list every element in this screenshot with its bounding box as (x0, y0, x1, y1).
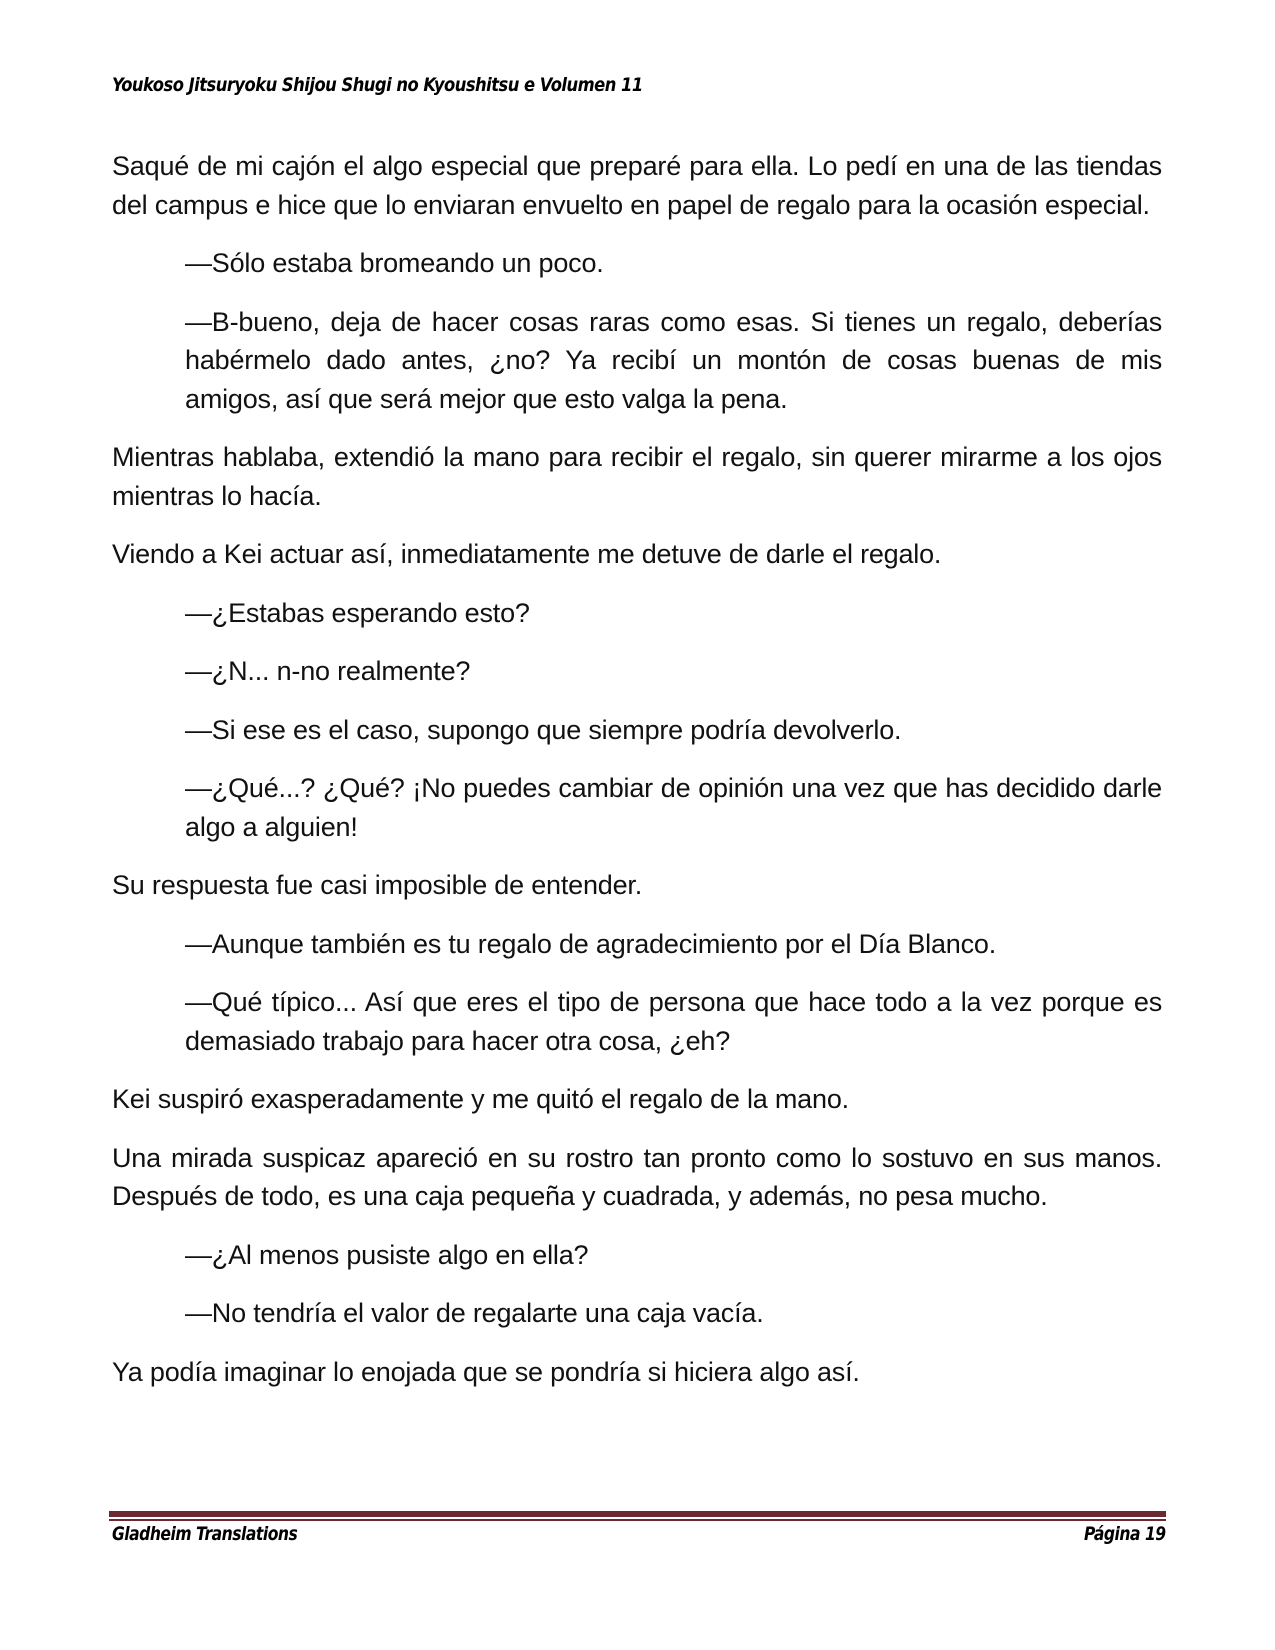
dialogue-paragraph: —Si ese es el caso, supongo que siempre podría devolverlo. (185, 714, 902, 745)
footer-divider-thin (109, 1519, 1166, 1521)
narration-paragraph: Ya podía imaginar lo enojada que se pondría si hiciera algo así. (112, 1356, 860, 1387)
dialogue-paragraph: —B-bueno, deja de hacer cosas raras como esas. Si tienes un regalo, deberías habérmelo dado antes, ¿no? Ya recibí un montón de cosas buenas de mis amigos, así que será mejor que esto valga la pena. (185, 306, 1162, 414)
dialogue-paragraph: —¿N... n-no realmente? (185, 656, 471, 686)
narration-paragraph: Kei suspiró exasperadamente y me quitó el regalo de la mano. (112, 1084, 849, 1114)
body-text (112, 147, 1162, 1411)
narration-paragraph: Su respuesta fue casi imposible de entender. (112, 870, 643, 900)
page-header-title: Youkoso Jitsuryoku Shijou Shugi no Kyoushitsu e Volumen 11 (112, 74, 643, 96)
footer-divider (109, 1511, 1166, 1517)
narration-paragraph: Saqué de mi cajón el algo especial que preparé para ella. Lo pedí en una de las tiendas del campus e hice que lo enviaran envuelto en papel de regalo para la ocasión especial. (112, 151, 1162, 220)
dialogue-paragraph: —Qué típico... Así que eres el tipo de persona que hace todo a la vez porque es demasiado trabajo para hacer otra cosa, ¿eh? (185, 987, 1162, 1056)
dialogue-paragraph: —Sólo estaba bromeando un poco. (185, 248, 604, 278)
dialogue-paragraph: —¿Estabas esperando esto? (185, 597, 530, 628)
narration-paragraph: Mientras hablaba, extendió la mano para recibir el regalo, sin querer mirarme a los ojos mientras lo hacía. (112, 442, 1162, 511)
footer-translator-credit: Gladheim Translations (112, 1523, 298, 1545)
dialogue-paragraph: —¿Qué...? ¿Qué? ¡No puedes cambiar de opinión una vez que has decidido darle algo a alguien! (185, 773, 1162, 842)
footer-page-number: Página 19 (1084, 1523, 1166, 1545)
narration-paragraph: Viendo a Kei actuar así, inmediatamente me detuve de darle el regalo. (112, 539, 942, 569)
dialogue-paragraph: —Aunque también es tu regalo de agradecimiento por el Día Blanco. (185, 928, 997, 959)
dialogue-paragraph: —¿Al menos pusiste algo en ella? (185, 1239, 589, 1270)
dialogue-paragraph: —No tendría el valor de regalarte una caja vacía. (185, 1298, 764, 1328)
narration-paragraph: Una mirada suspicaz apareció en su rostro tan pronto como lo sostuvo en sus manos. Después de todo, es una caja pequeña y cuadrada, y además, no pesa mucho. (112, 1142, 1162, 1211)
